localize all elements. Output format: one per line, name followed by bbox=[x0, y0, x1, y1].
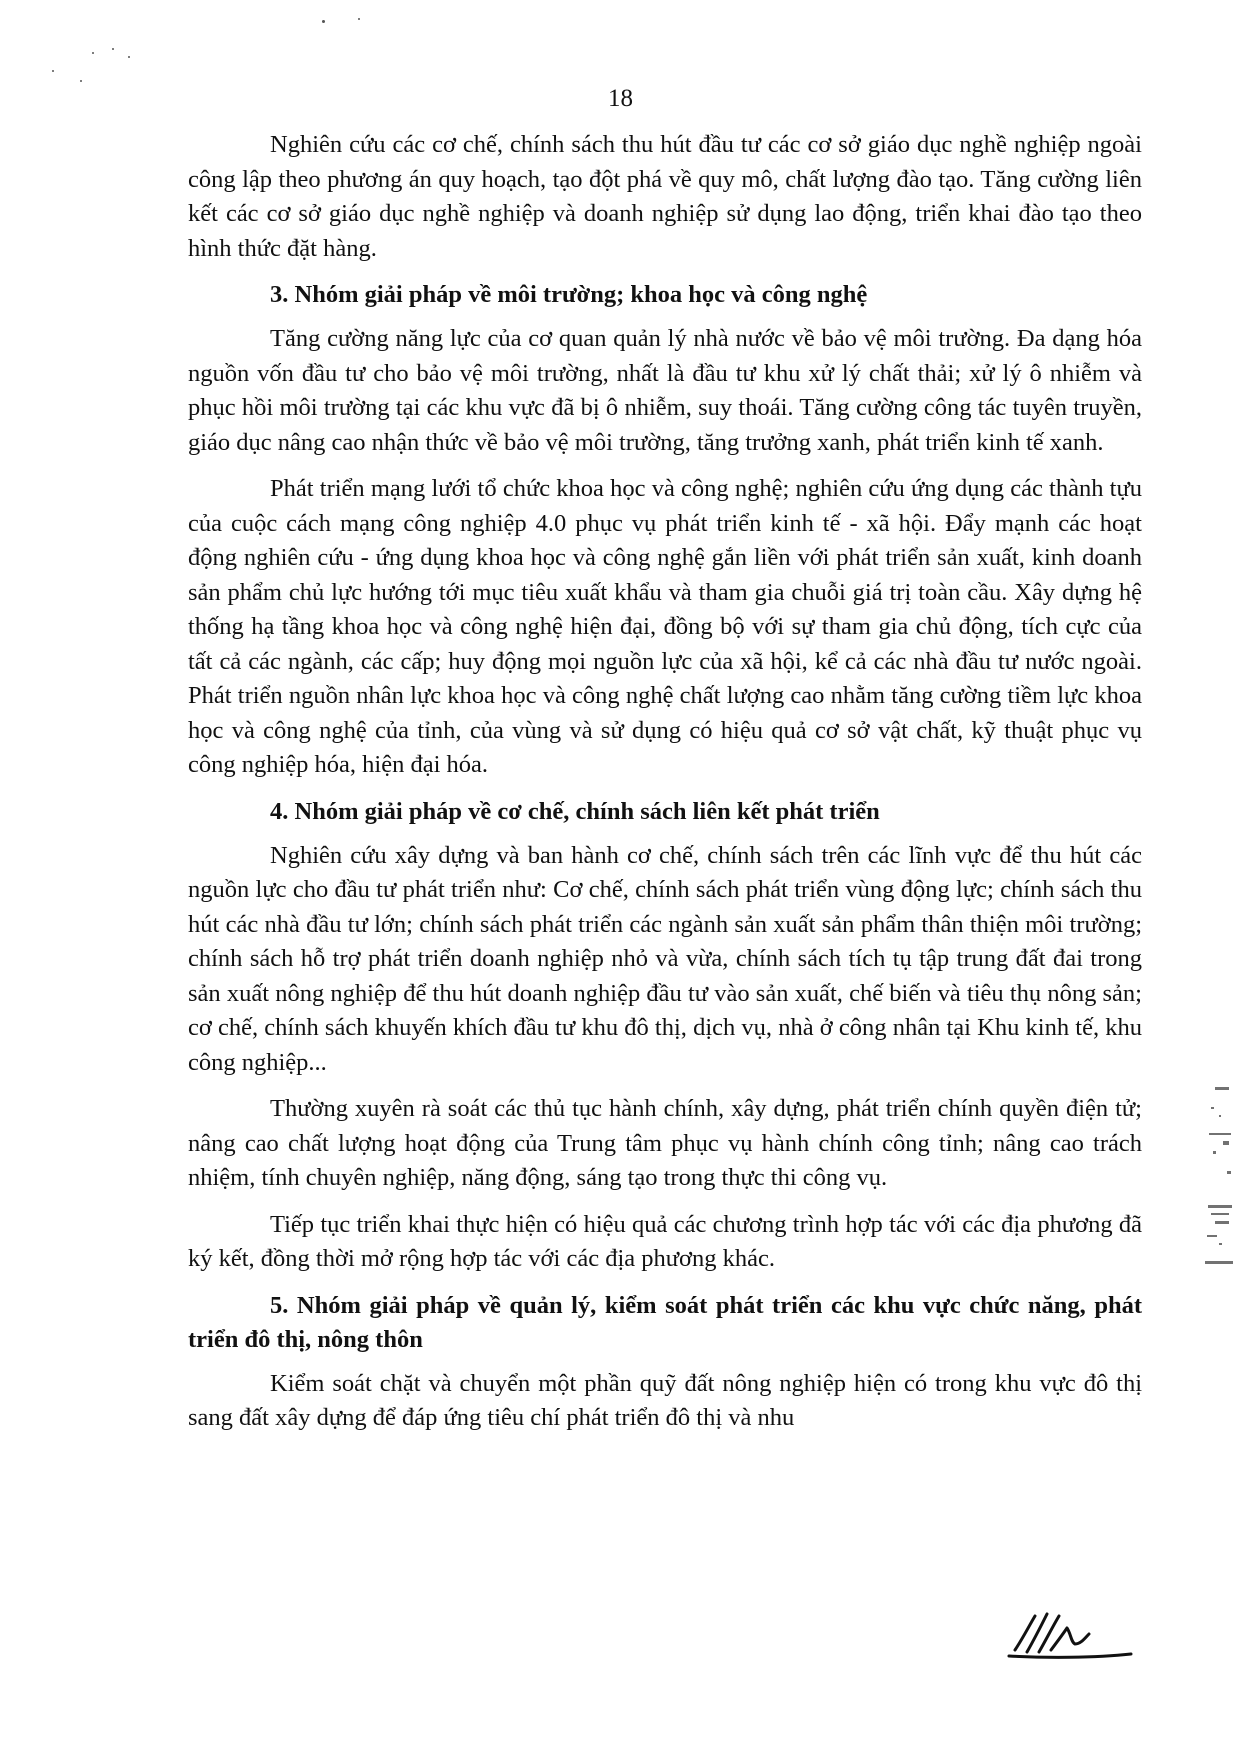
scan-speck bbox=[322, 20, 325, 23]
paragraph: Thường xuyên rà soát các thủ tục hành chính, xây dựng, phát triển chính quyền điện tử; nâng cao chất lượng hoạt động của Trung tâm phục vụ hành chính công tỉnh; nâng cao trách nhiệm, tính chuyên nghiệp, năng động, sáng tạo trong thực thi công vụ. bbox=[188, 1095, 1142, 1191]
paragraph: Kiểm soát chặt và chuyển một phần quỹ đất nông nghiệp hiện có trong khu vực đô thị sang đất xây dựng để đáp ứng tiêu chí phát triển đô thị và nhu bbox=[188, 1369, 1142, 1431]
scan-speck bbox=[80, 80, 82, 82]
scan-speck bbox=[128, 56, 130, 58]
section-heading-4: 4. Nhóm giải pháp về cơ chế, chính sách liên kết phát triển bbox=[270, 797, 880, 825]
page-number: 18 bbox=[608, 85, 633, 112]
scan-speck bbox=[358, 18, 360, 20]
stamp-edge-mark bbox=[1205, 1085, 1235, 1320]
paragraph: Tiếp tục triển khai thực hiện có hiệu quả các chương trình hợp tác với các địa phương đã ký kết, đồng thời mở rộng hợp tác với các địa phương khác. bbox=[188, 1210, 1142, 1272]
paragraph: Phát triển mạng lưới tổ chức khoa học và công nghệ; nghiên cứu ứng dụng các thành tựu của cuộc cách mạng công nghiệp 4.0 phục vụ phát triển kinh tế - xã hội. Đẩy mạnh các hoạt động nghiên cứu - ứng dụng khoa học và công nghệ gắn liền với phát triển sản xuất, kinh doanh sản phẩm chủ lực hướng tới mục tiêu xuất khẩu và tham gia chuỗi giá trị toàn cầu. Xây dựng hệ thống hạ tầng khoa học và công nghệ hiện đại, đồng bộ với sự tham gia chủ động, tích cực của tất cả các ngành, các cấp; huy động mọi nguồn lực của xã hội, kể cả các nhà đầu tư nước ngoài. Phát triển nguồn nhân lực khoa học và công nghệ chất lượng cao nhằm tăng cường tiềm lực khoa học và công nghệ của tỉnh, của vùng và sử dụng có hiệu quả cơ sở vật chất, kỹ thuật phục vụ công nghiệp hóa, hiện đại hóa. bbox=[188, 475, 1142, 778]
paragraph: Nghiên cứu các cơ chế, chính sách thu hút đầu tư các cơ sở giáo dục nghề nghiệp ngoài công lập theo phương án quy hoạch, tạo đột phá về quy mô, chất lượng đào tạo. Tăng cường liên kết các cơ sở giáo dục nghề nghiệp và doanh nghiệp sử dụng lao động, triển khai đào tạo theo hình thức đặt hàng. bbox=[188, 131, 1142, 262]
scan-speck bbox=[52, 70, 54, 72]
scan-speck bbox=[92, 52, 94, 54]
section-heading-3: 3. Nhóm giải pháp về môi trường; khoa học và công nghệ bbox=[270, 281, 868, 308]
paragraph: Nghiên cứu xây dựng và ban hành cơ chế, chính sách trên các lĩnh vực để thu hút các nguồn lực cho đầu tư phát triển như: Cơ chế, chính sách phát triển vùng động lực; chính sách thu hút các nhà đầu tư lớn; chính sách phát triển các ngành sản xuất sản phẩm thân thiện môi trường; chính sách hỗ trợ phát triển doanh nghiệp nhỏ và vừa, chính sách tích tụ tập trung đất đai trong sản xuất nông nghiệp để thu hút doanh nghiệp đầu tư vào sản xuất, chế biến và tiêu thụ nông sản; cơ chế, chính sách khuyến khích đầu tư khu đô thị, dịch vụ, nhà ở công nhân tại Khu kinh tế, khu công nghiệp... bbox=[188, 841, 1142, 1076]
signature-mark bbox=[1005, 1598, 1135, 1668]
scan-speck bbox=[112, 48, 114, 50]
section-heading-5: 5. Nhóm giải pháp về quản lý, kiểm soát phát triển các khu vực chức năng, phát triển đô thị, nông thôn bbox=[188, 1291, 1142, 1353]
document-body bbox=[188, 128, 1142, 1448]
paragraph: Tăng cường năng lực của cơ quan quản lý nhà nước về bảo vệ môi trường. Đa dạng hóa nguồn vốn đầu tư cho bảo vệ môi trường, nhất là đầu tư khu xử lý chất thải; xử lý ô nhiễm và phục hồi môi trường tại các khu vực đã bị ô nhiễm, suy thoái. Tăng cường công tác tuyên truyền, giáo dục nâng cao nhận thức về bảo vệ môi trường, tăng trưởng xanh, phát triển kinh tế xanh. bbox=[188, 325, 1142, 456]
